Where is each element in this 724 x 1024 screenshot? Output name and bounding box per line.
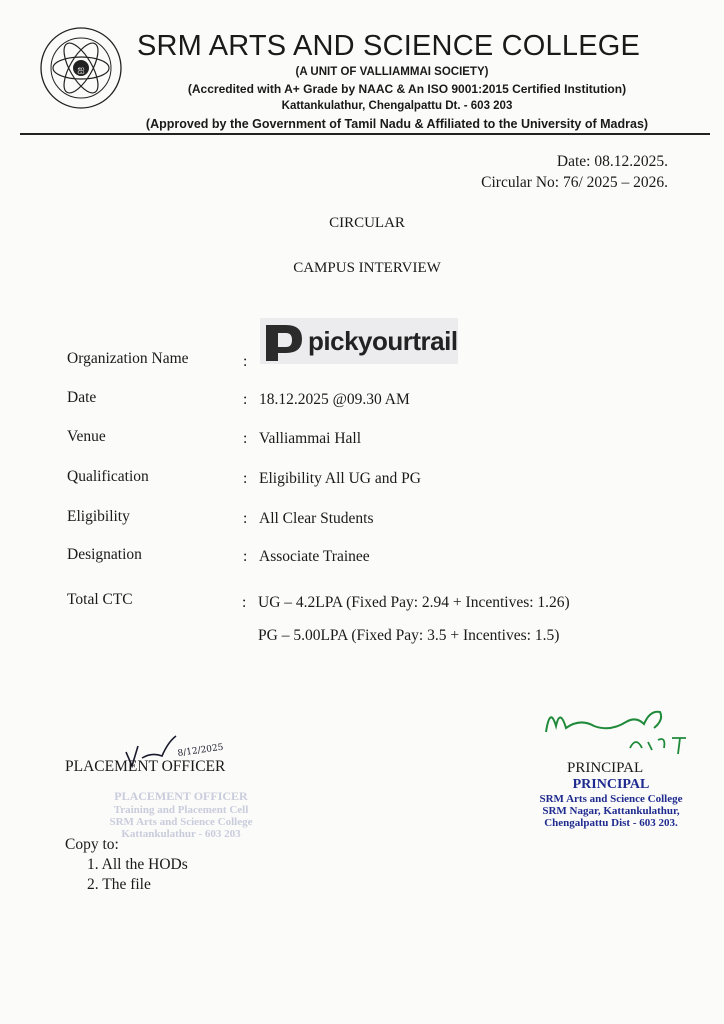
circular-title: CIRCULAR <box>329 215 405 231</box>
college-accreditation: (Accredited with A+ Grade by NAAC & An ISO 9001:2015 Certified Institution) <box>187 82 627 96</box>
colon: : <box>243 391 248 408</box>
label-qualification: Qualification <box>67 468 149 485</box>
colon: : <box>243 430 248 447</box>
principal-signature <box>540 696 710 762</box>
label-designation: Designation <box>67 546 142 563</box>
principal-title: PRINCIPAL <box>567 760 644 776</box>
colon: : <box>243 470 248 487</box>
svg-text:8/12/2025: 8/12/2025 <box>177 742 225 759</box>
placement-officer-title: PLACEMENT OFFICER <box>65 758 226 775</box>
value-ctc-pg: PG – 5.00LPA (Fixed Pay: 3.5 + Incentives: 1.5) <box>258 627 560 644</box>
college-unit: (A UNIT OF VALLIAMMAI SOCIETY) <box>295 66 489 78</box>
colon: : <box>243 548 248 565</box>
pickyourtrail-text: pickyourtrail <box>308 325 458 356</box>
value-date: 18.12.2025 @09.30 AM <box>259 391 410 408</box>
circular-number: Circular No: 76/ 2025 – 2026. <box>481 174 668 191</box>
label-date: Date <box>67 389 97 406</box>
circular-date: Date: 08.12.2025. <box>556 153 668 170</box>
value-ctc-ug: UG – 4.2LPA (Fixed Pay: 2.94 + Incentives: 1.26) <box>258 594 570 611</box>
pickyourtrail-mark-icon <box>262 319 308 363</box>
label-venue: Venue <box>67 428 106 445</box>
college-address: Kattankulathur, Chengalpattu Dt. - 603 203 <box>281 100 513 112</box>
college-name: SRM ARTS AND SCIENCE COLLEGE <box>137 30 641 62</box>
colon: : <box>243 353 248 370</box>
colon: : <box>242 594 247 611</box>
placement-stamp: PLACEMENT OFFICER Training and Placement Cell SRM Arts and Science College Kattankulathur - 603 203 <box>109 789 253 840</box>
college-approval: (Approved by the Government of Tamil Nadu & Affiliated to the University of Madras) <box>145 117 649 131</box>
label-eligibility: Eligibility <box>67 508 130 525</box>
label-organization-name: Organization Name <box>67 350 189 367</box>
copy-to-item: 1. All the HODs <box>87 856 188 873</box>
copy-to-label: Copy to: <box>65 836 119 853</box>
value-eligibility: All Clear Students <box>259 510 374 527</box>
svg-text:ஐ: ஐ <box>77 65 85 75</box>
copy-to-item: 2. The file <box>87 876 151 893</box>
pickyourtrail-logo <box>260 318 458 364</box>
principal-stamp: PRINCIPAL SRM Arts and Science College SRM Nagar, Kattankulathur, Chengalpattu Dist - 603 203. <box>539 777 683 829</box>
value-designation: Associate Trainee <box>259 548 370 565</box>
circular-subtitle: CAMPUS INTERVIEW <box>293 260 441 276</box>
value-venue: Valliammai Hall <box>259 430 362 447</box>
label-total-ctc: Total CTC <box>67 591 133 608</box>
value-qualification: Eligibility All UG and PG <box>259 470 421 487</box>
colon: : <box>243 510 248 527</box>
header-divider <box>20 133 710 135</box>
